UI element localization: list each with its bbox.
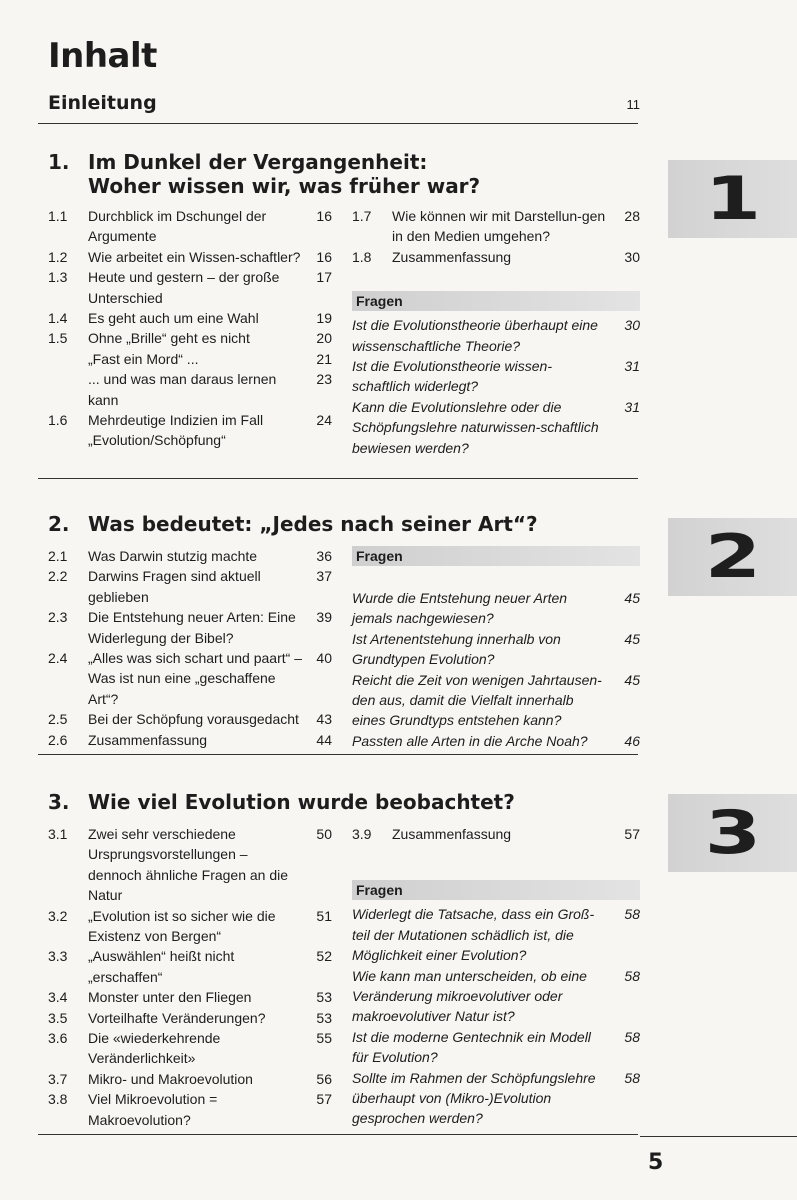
divider [38, 754, 638, 755]
chapter-tab-number: 2 [704, 522, 761, 592]
entry-page: 20 [316, 330, 332, 347]
entry-title: Heute und gestern – der große Unterschied [88, 269, 280, 306]
entry-number: 1.7 [352, 208, 372, 224]
page-number: 5 [648, 1150, 664, 1175]
entry-page: 19 [316, 310, 332, 327]
entry-title: Darwins Fragen sind aktuell geblieben [88, 568, 261, 605]
divider [640, 1136, 797, 1137]
question-page: 45 [624, 590, 640, 606]
toc-entry[interactable] [48, 1008, 332, 1028]
fragen-header: Fragen [352, 546, 640, 566]
entry-page: 24 [316, 412, 332, 429]
toc-entry[interactable] [352, 824, 640, 844]
entry-title: Die Entstehung neuer Arten: Eine Widerlegung der Bibel? [88, 609, 296, 646]
toc-entry[interactable] [48, 987, 332, 1007]
question-page: 58 [624, 906, 640, 923]
question-text: Wurde die Entstehung neuer Arten jemals nachgewiesen? [352, 590, 568, 627]
chapter-title: Was bedeutet: „Jedes nach seiner Art“? [88, 512, 538, 536]
toc-entry[interactable] [48, 206, 332, 247]
toc-entry[interactable] [48, 566, 332, 607]
toc-entry[interactable] [48, 369, 332, 410]
entry-page: 53 [316, 989, 332, 1006]
entry-page: 43 [316, 711, 332, 728]
chapter-tab-number: 3 [704, 798, 761, 868]
chapter-3-tab [668, 794, 797, 872]
chapter-title: Wie viel Evolution wurde beobachtet? [88, 790, 515, 814]
toc-entry[interactable] [48, 1089, 332, 1130]
entry-number: 3.1 [48, 826, 68, 842]
toc-entry[interactable] [48, 546, 332, 566]
chapter-number: 3. [48, 790, 70, 814]
question-entry[interactable] [352, 966, 640, 1027]
toc-entry[interactable] [48, 308, 332, 328]
toc-entry[interactable] [352, 247, 640, 267]
chapter-2-tab [668, 518, 797, 596]
toc-entry[interactable] [352, 206, 640, 247]
entry-page: 16 [316, 208, 332, 224]
chapter-1-left-column [48, 206, 332, 451]
chapter-number: 1. [48, 150, 70, 174]
chapter-3-right-column [352, 824, 640, 1129]
question-entry[interactable] [352, 1027, 640, 1068]
entry-number: 3.6 [48, 1030, 68, 1047]
toc-entry[interactable] [48, 328, 332, 348]
entry-page: 16 [316, 248, 332, 265]
entry-number [48, 349, 88, 369]
entry-number [48, 369, 88, 410]
question-entry[interactable] [352, 588, 640, 629]
entry-number: 3.9 [352, 826, 372, 842]
question-entry[interactable] [352, 397, 640, 458]
entry-page: 56 [316, 1070, 332, 1087]
entry-number: 3.8 [48, 1091, 68, 1108]
entry-title: Durchblick im Dschungel der Argumente [88, 208, 267, 245]
entry-title: Wie können wir mit Darstellun-gen in den Medien umgehen? [392, 208, 606, 245]
chapter-1-tab [668, 160, 797, 238]
entry-page: 50 [316, 826, 332, 842]
entry-page: 39 [316, 609, 332, 626]
entry-title: ... und was man daraus lernen kann [88, 371, 277, 408]
chapter-3-heading[interactable] [48, 790, 515, 814]
entry-page: 51 [316, 907, 332, 924]
question-page: 58 [624, 1028, 640, 1045]
entry-title: Zusammenfassung [392, 826, 512, 842]
intro-row[interactable] [48, 92, 640, 114]
entry-number: 2.2 [48, 568, 68, 585]
question-entry[interactable] [352, 356, 640, 397]
chapter-title: Im Dunkel der Vergangenheit: Woher wissen wir, was früher war? [88, 150, 481, 198]
toc-entry[interactable] [48, 1069, 332, 1089]
entry-number: 1.5 [48, 330, 68, 347]
entry-number: 1.6 [48, 412, 68, 429]
entry-number: 2.6 [48, 731, 68, 748]
entry-title: Es geht auch um eine Wahl [88, 310, 259, 327]
entry-number: 1.4 [48, 310, 68, 327]
question-text: Ist die moderne Gentechnik ein Modell für Evolution? [352, 1028, 591, 1066]
entry-number: 1.8 [352, 248, 372, 265]
entry-page: 36 [316, 548, 332, 564]
entry-number: 3.5 [48, 1009, 68, 1026]
entry-title: Die «wiederkehrende Veränderlichkeit» [88, 1030, 221, 1067]
chapter-1-heading[interactable] [48, 150, 480, 198]
question-page: 30 [624, 317, 640, 334]
entry-number: 2.4 [48, 650, 68, 667]
entry-page: 21 [316, 350, 332, 367]
chapter-1-right-column [352, 206, 640, 458]
question-entry[interactable] [352, 670, 640, 731]
entry-title: „Evolution ist so sicher wie die Existenz von Bergen“ [88, 907, 276, 945]
question-text: Reicht die Zeit von wenigen Jahrtausen-den aus, damit die Vielfalt innerhalb eines Grundtyps entstehen kann? [352, 671, 602, 729]
entry-title: Ohne „Brille“ geht es nicht [88, 330, 250, 347]
chapter-number: 2. [48, 512, 70, 536]
question-page: 31 [624, 398, 640, 415]
entry-number: 1.1 [48, 208, 68, 224]
intro-title: Einleitung [48, 92, 157, 114]
entry-title: „Alles was sich schart und paart“ – Was ist nun eine „geschaffene Art“? [88, 650, 302, 707]
entry-page: 52 [316, 948, 332, 965]
intro-page-number: 11 [626, 97, 640, 112]
fragen-header: Fragen [352, 291, 640, 311]
entry-title: Zusammenfassung [392, 248, 512, 265]
entry-number: 2.1 [48, 548, 68, 564]
entry-title: „Auswählen“ heißt nicht „erschaffen“ [88, 948, 235, 985]
question-text: Ist die Evolutionstheorie überhaupt eine wissenschaftliche Theorie? [352, 317, 598, 354]
question-text: Sollte im Rahmen der Schöpfungslehre überhaupt von (Mikro-)Evolution gesprochen werden? [352, 1069, 596, 1127]
entry-page: 44 [316, 731, 332, 748]
divider [38, 123, 638, 124]
question-page: 58 [624, 967, 640, 984]
question-text: Ist Artenentstehung innerhalb von Grundtypen Evolution? [352, 630, 561, 668]
entry-number: 1.3 [48, 269, 68, 286]
toc-entry[interactable] [48, 906, 332, 947]
entry-title: Zwei sehr verschiedene Ursprungsvorstellungen – dennoch ähnliche Fragen an die Natur [88, 826, 289, 904]
entry-title: Wie arbeitet ein Wissen-schaftler? [88, 248, 301, 265]
question-entry[interactable] [352, 731, 640, 751]
entry-page: 40 [316, 650, 332, 667]
question-page: 45 [624, 630, 640, 647]
entry-title: Zusammenfassung [88, 731, 208, 748]
entry-title: Mehrdeutige Indizien im Fall „Evolution/Schöpfung“ [88, 412, 264, 449]
question-page: 46 [624, 732, 640, 749]
question-text: Ist die Evolutionstheorie wissen-schaftlich widerlegt? [352, 358, 552, 395]
entry-title: Vorteilhafte Veränderungen? [88, 1009, 266, 1026]
question-page: 45 [624, 671, 640, 688]
fragen-header: Fragen [352, 880, 640, 900]
question-entry[interactable] [352, 629, 640, 670]
divider [38, 1134, 638, 1135]
entry-number: 2.3 [48, 609, 68, 626]
divider [38, 478, 638, 479]
entry-title: Was Darwin stutzig machte [88, 548, 258, 564]
question-text: Passten alle Arten in die Arche Noah? [352, 732, 588, 749]
entry-number: 2.5 [48, 711, 68, 728]
entry-title: Viel Mikroevolution = Makroevolution? [88, 1091, 218, 1128]
entry-page: 57 [624, 826, 640, 842]
entry-page: 37 [316, 568, 332, 585]
question-page: 31 [624, 358, 640, 375]
entry-page: 53 [316, 1009, 332, 1026]
entry-title: Monster unter den Fliegen [88, 989, 252, 1006]
chapter-tab-number: 1 [704, 164, 761, 234]
question-text: Wie kann man unterscheiden, ob eine Veränderung mikroevolutiver oder makroevolutiver Natur ist? [352, 967, 587, 1025]
entry-title: Bei der Schöpfung vorausgedacht [88, 711, 299, 728]
entry-page: 23 [316, 371, 332, 388]
toc-entry[interactable] [48, 1028, 332, 1069]
toc-entry[interactable] [48, 267, 332, 308]
toc-entry[interactable] [48, 709, 332, 729]
question-entry[interactable] [352, 1068, 640, 1129]
toc-entry[interactable] [48, 824, 332, 906]
entry-number: 3.4 [48, 989, 68, 1006]
entry-page: 28 [624, 208, 640, 224]
entry-title: „Fast ein Mord“ ... [88, 350, 199, 367]
entry-title: Mikro- und Makroevolution [88, 1070, 253, 1087]
entry-page: 55 [316, 1030, 332, 1047]
question-entry[interactable] [352, 315, 640, 356]
page-title: Inhalt [48, 36, 157, 76]
question-text: Widerlegt die Tatsache, dass ein Groß-teil der Mutationen schädlich ist, die Möglichkeit einer Evolution? [352, 906, 595, 964]
toc-entry[interactable] [48, 247, 332, 267]
entry-number: 1.2 [48, 248, 68, 265]
entry-page: 57 [316, 1091, 332, 1108]
entry-page: 17 [316, 269, 332, 286]
entry-number: 3.3 [48, 948, 68, 965]
toc-entry[interactable] [48, 946, 332, 987]
toc-entry[interactable] [48, 648, 332, 709]
toc-entry[interactable] [48, 730, 332, 750]
question-entry[interactable] [352, 904, 640, 965]
question-page: 58 [624, 1069, 640, 1086]
chapter-2-right-column [352, 546, 640, 751]
toc-entry[interactable] [48, 349, 332, 369]
toc-entry[interactable] [48, 410, 332, 451]
entry-number: 3.7 [48, 1070, 68, 1087]
entry-number: 3.2 [48, 907, 68, 924]
chapter-2-heading[interactable] [48, 512, 538, 536]
chapter-2-left-column [48, 546, 332, 750]
toc-entry[interactable] [48, 607, 332, 648]
chapter-3-left-column [48, 824, 332, 1130]
question-text: Kann die Evolutionslehre oder die Schöpfungslehre naturwissen-schaftlich bewiesen werden? [352, 398, 599, 456]
entry-page: 30 [624, 248, 640, 265]
